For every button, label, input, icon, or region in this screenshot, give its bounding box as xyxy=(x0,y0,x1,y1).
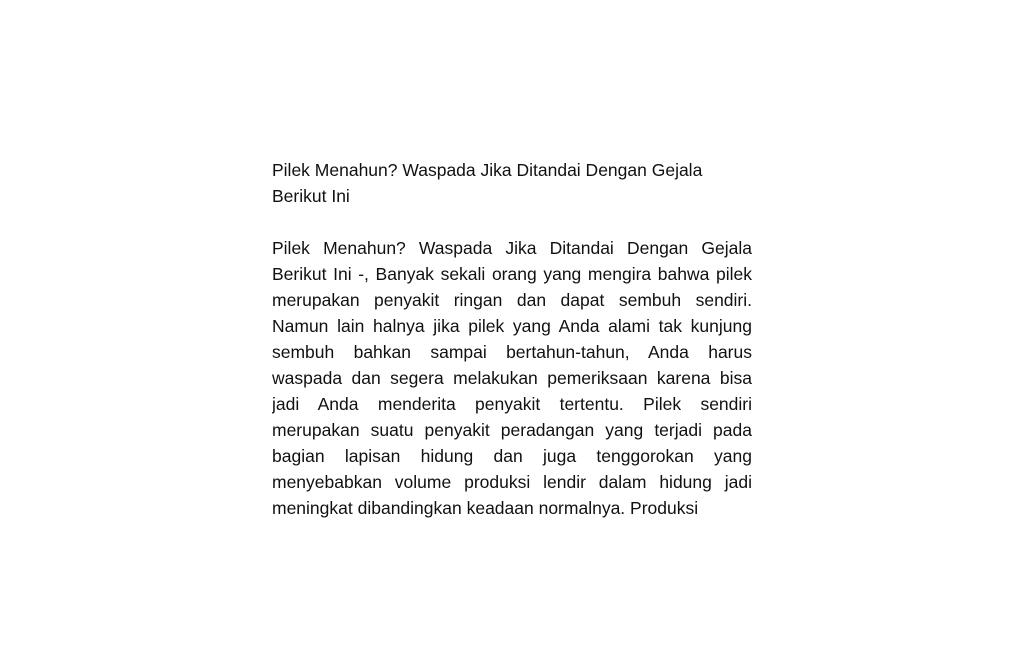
article xyxy=(272,157,752,518)
article-body: Pilek Menahun? Waspada Jika Ditandai Dengan Gejala Berikut Ini -, Banyak sekali orang yang mengira bahwa pilek merupakan penyakit ringan dan dapat sembuh sendiri. Namun lain halnya jika pilek yang Anda alami tak kunjung sembuh bahkan sampai bertahun-tahun, Anda harus waspada dan segera melakukan pemeriksaan karena bisa jadi Anda menderita penyakit tertentu. Pilek sendiri merupakan suatu penyakit peradangan yang terjadi pada bagian lapisan hidung dan juga tenggorokan yang menyebabkan volume produksi lendir dalam hidung jadi meningkat dibandingkan keadaan normalnya. Produksi xyxy=(272,238,752,518)
article-title: Pilek Menahun? Waspada Jika Ditandai Dengan Gejala Berikut Ini xyxy=(272,160,703,206)
article-body-container xyxy=(272,235,752,518)
